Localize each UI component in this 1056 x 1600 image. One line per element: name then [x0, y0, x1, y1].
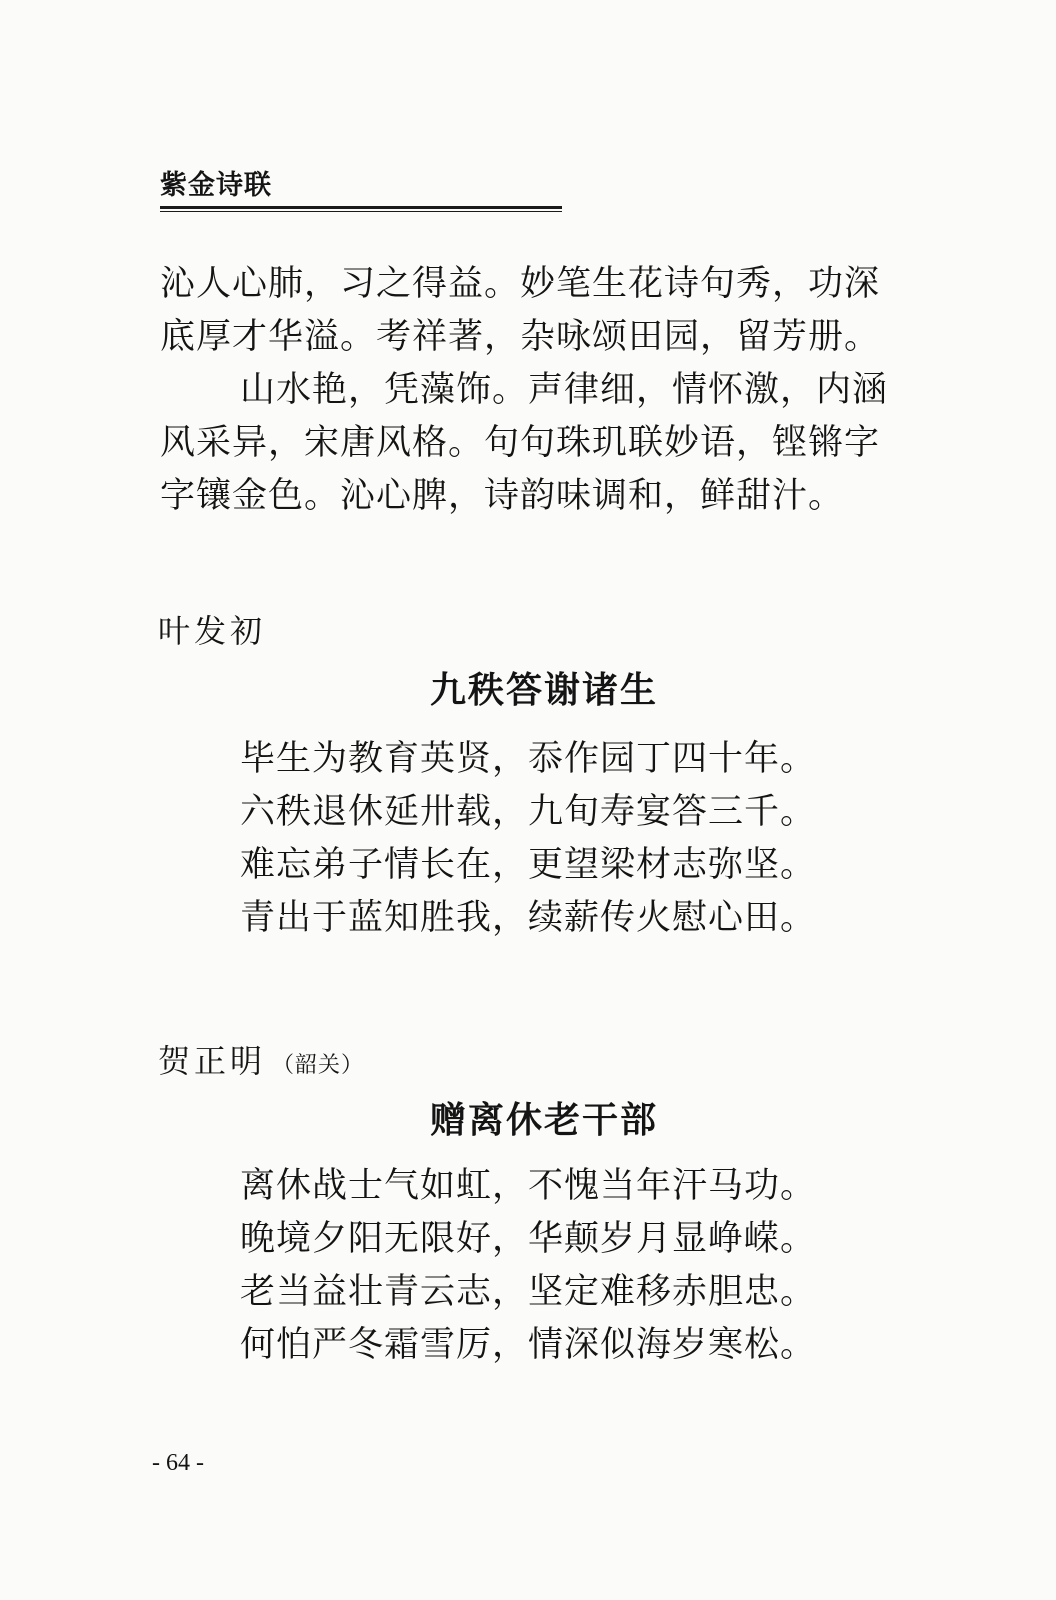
prose-line: 山水艳，凭藻饰。声律细，情怀激，内涵: [240, 370, 889, 410]
poem-author: [158, 1036, 364, 1082]
book-title: 紫金诗联: [160, 170, 272, 201]
poem-body: [240, 733, 860, 945]
author-name: 叶发初: [158, 612, 267, 650]
author-location: （韶关）: [272, 1053, 365, 1078]
header-rule: [160, 206, 562, 212]
poem-line: 六秩退休延卅载，九旬寿宴答三千。: [240, 792, 817, 832]
prose-line: 沁人心肺，习之得益。妙笔生花诗句秀，功深: [160, 264, 881, 304]
prose-line: 底厚才华溢。考祥著，杂咏颂田园，留芳册。: [160, 317, 881, 357]
poem-line: 难忘弟子情长在，更望梁材志弥坚。: [240, 845, 817, 885]
author-name: 贺正明: [158, 1042, 267, 1080]
prose-line: 字镶金色。沁心脾，诗韵味调和，鲜甜汁。: [160, 476, 845, 516]
poem-title: 九秩答谢诸生: [430, 670, 659, 711]
running-header: [160, 168, 562, 212]
page-number: - 64 -: [152, 1450, 204, 1476]
poem-author: [158, 606, 266, 652]
poem-line: 老当益壮青云志，坚定难移赤胆忠。: [240, 1272, 817, 1312]
poem-line: 青出于蓝知胜我，续薪传火慰心田。: [240, 898, 817, 938]
poem-title: 赠离休老干部: [430, 1100, 659, 1141]
poem-line: 晚境夕阳无限好，华颠岁月显峥嵘。: [240, 1219, 817, 1259]
poem-body: [240, 1160, 860, 1372]
poem-line: 何怕严冬霜雪厉，情深似海岁寒松。: [240, 1325, 817, 1365]
poem-line: 离休战士气如虹，不愧当年汗马功。: [240, 1166, 817, 1206]
prose-continuation: [160, 258, 950, 523]
prose-line: 风采异，宋唐风格。句句珠玑联妙语，铿锵字: [160, 423, 881, 463]
poem-line: 毕生为教育英贤，忝作园丁四十年。: [240, 739, 817, 779]
